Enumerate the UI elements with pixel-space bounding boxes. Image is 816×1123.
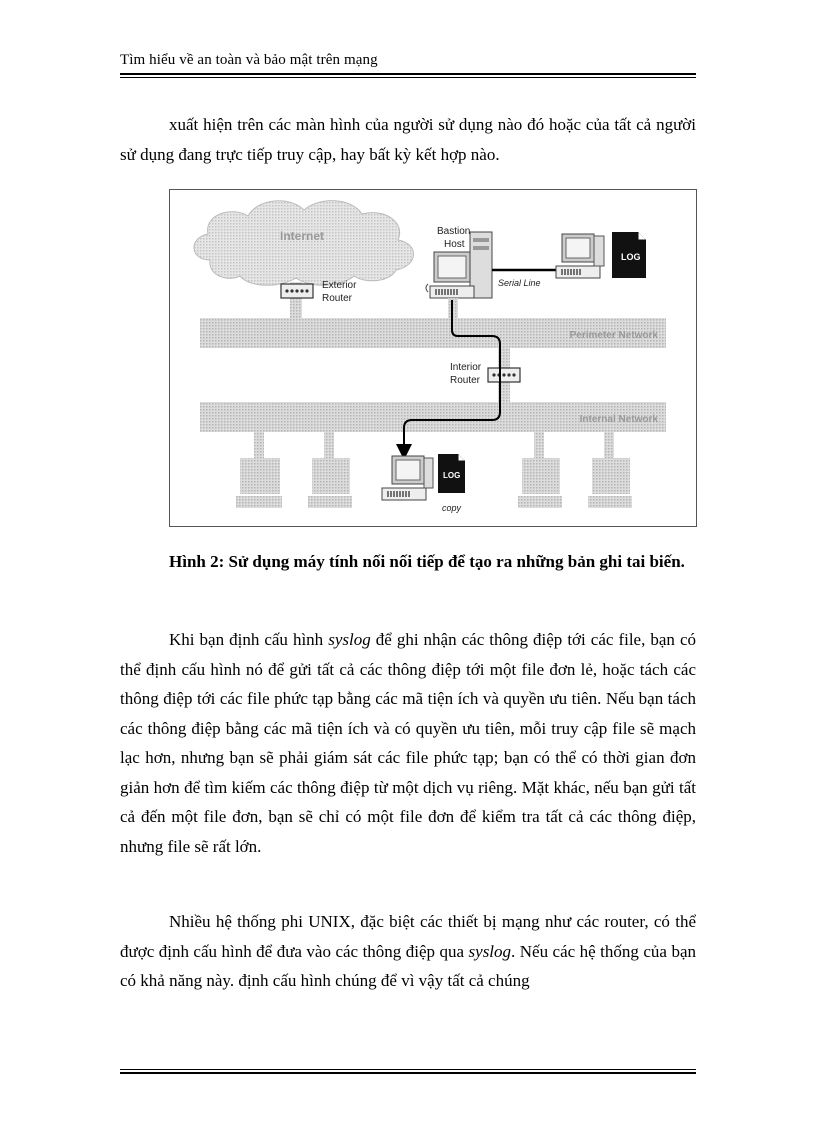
internet-label: Internet bbox=[280, 229, 325, 243]
paragraph-3-part-1: Nhiều hệ thống phi UNIX, đặc biệt các thiết bị mạng như các router, có thể được định cấu hình để đưa vào các thông điệp qua bbox=[120, 912, 696, 961]
syslog-term: syslog bbox=[328, 630, 371, 649]
interior-router-label-2: Router bbox=[450, 375, 481, 386]
paragraph-1: xuất hiện trên các màn hình của người sử dụng nào đó hoặc của tất cả người sử dụng đang trực tiếp truy cập, hay bất kỳ kết hợp nào. bbox=[120, 115, 696, 164]
internet-cloud bbox=[194, 201, 414, 286]
footer-rule bbox=[120, 1069, 696, 1074]
internal-network-band bbox=[200, 402, 666, 432]
running-header: Tìm hiểu về an toàn và bảo mật trên mạng bbox=[120, 52, 378, 68]
bastion-host-label-2: Host bbox=[444, 239, 465, 250]
interior-router-icon bbox=[488, 368, 520, 382]
serial-line-label: Serial Line bbox=[498, 278, 541, 288]
logging-computer-icon bbox=[556, 234, 604, 278]
header-rule bbox=[120, 73, 696, 78]
bastion-host-label-1: Bastion bbox=[437, 226, 471, 237]
internal-host-2-icon bbox=[308, 458, 352, 508]
log-file-icon bbox=[612, 232, 646, 278]
paragraph-3 bbox=[120, 907, 696, 996]
log-copy-file-icon bbox=[438, 454, 465, 493]
internal-host-4-icon bbox=[518, 458, 562, 508]
internal-logging-host-icon bbox=[382, 456, 433, 500]
paragraph-2-part-2: để ghi nhận các thông điệp tới các file, bạn có thể định cấu hình nó để gửi tất cả các thông điệp tới một file đơn lẻ, hoặc tách các thông điệp tới các file phức tạp bằng các mã tiện ích và quyền ưu tiên. Nếu bạn tách các thông điệp bằng các mã tiện ích và có quyền ưu tiên, mỗi truy cập file sẽ mạch lạc hơn, nhưng bạn sẽ phải giám sát các file phức tạp; bạn có thể có thời gian đơn giản hơn để tìm kiếm các thông điệp từ một dịch vụ riêng. Mặt khác, nếu bạn gửi tất cả đến một file đơn, bạn sẽ chỉ có một file đơn để kiểm tra tất cả các thông điệp, nhưng file sẽ rất lớn. bbox=[120, 630, 696, 856]
interior-router-label-1: Interior bbox=[450, 362, 482, 373]
paragraph-2 bbox=[120, 625, 696, 861]
syslog-term-2: syslog bbox=[468, 941, 512, 961]
log-copy-label: LOG bbox=[443, 471, 461, 480]
copy-label: copy bbox=[442, 503, 462, 513]
figure-caption: Hình 2: Sử dụng máy tính nối nối tiếp để tạo ra những bản ghi tai biến. bbox=[169, 552, 685, 571]
network-diagram-figure bbox=[169, 189, 697, 527]
internal-network-label: Internal Network bbox=[579, 414, 658, 425]
perimeter-network-label: Perimeter Network bbox=[569, 330, 658, 341]
exterior-router-label-1: Exterior bbox=[322, 280, 357, 291]
paragraph-3-part-2: . Nếu các hệ thống của bạn có khả năng này. định cấu hình chúng để vì vậy tất cả chúng bbox=[120, 941, 696, 990]
log-label: LOG bbox=[621, 252, 641, 262]
perimeter-network-band bbox=[200, 318, 666, 348]
exterior-router-label-2: Router bbox=[322, 293, 353, 304]
paragraph-2-part-1: Khi bạn định cấu hình bbox=[169, 630, 329, 649]
internal-host-5-icon bbox=[588, 458, 632, 508]
internal-host-1-icon bbox=[236, 458, 282, 508]
exterior-router-icon bbox=[281, 284, 313, 298]
